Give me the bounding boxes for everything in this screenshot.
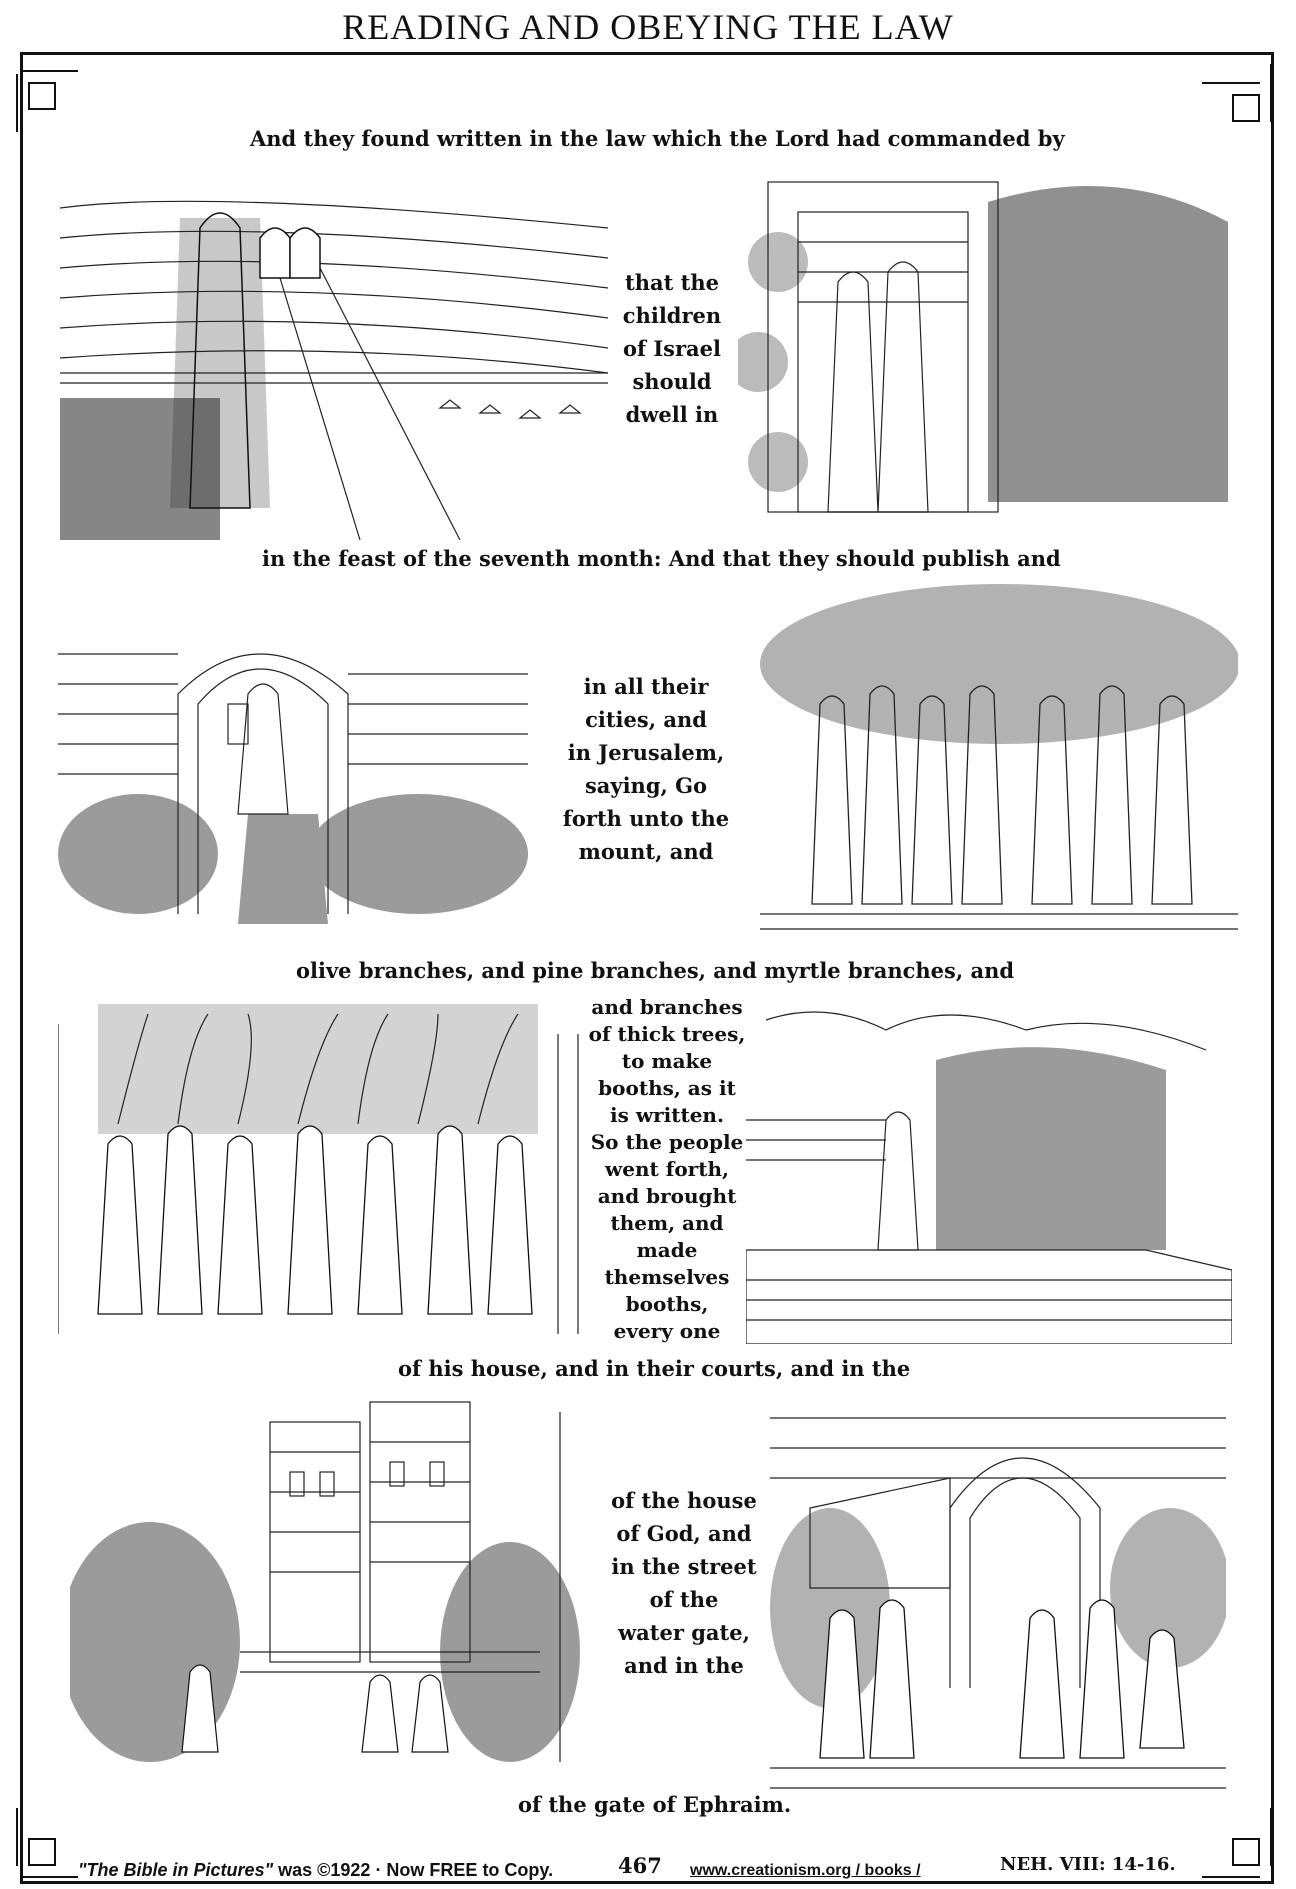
verse-line-1: And they found written in the law which the Lord had commanded by <box>250 126 1065 151</box>
verse-column-line: every one <box>613 1319 721 1343</box>
verse-column-line: and brought <box>597 1184 737 1208</box>
verse-column-line: forth unto the <box>562 806 730 831</box>
verse-column-line: water gate, <box>618 1620 750 1645</box>
illustration-palm-procession <box>58 1004 598 1342</box>
illustration-house-doorway <box>738 162 1234 538</box>
verse-column-4 <box>604 1484 764 1682</box>
illustration-rooftop-booth <box>746 1000 1232 1344</box>
illustration-proclamation-gate <box>58 614 534 938</box>
verse-column-line: made <box>636 1238 698 1262</box>
verse-column-line: of God, and <box>616 1521 752 1546</box>
illustration-moses-tablets <box>60 168 608 540</box>
verse-column-line: dwell in <box>625 402 719 427</box>
illustration-water-gate <box>770 1388 1226 1798</box>
verse-column-line: them, and <box>610 1211 724 1235</box>
verse-column-line: to make <box>621 1049 713 1073</box>
verse-column-line: of the <box>649 1587 719 1612</box>
scripture-reference: NEH. VIII: 14-16. <box>1000 1854 1176 1875</box>
illustration-people-branches <box>760 584 1238 940</box>
verse-column-line: mount, and <box>578 839 714 864</box>
verse-column-line: is written. <box>610 1103 724 1127</box>
verse-line-5: of the gate of Ephraim. <box>518 1792 792 1817</box>
verse-column-line: of thick trees, <box>588 1022 746 1046</box>
frame-corner-bottom-right <box>1232 1838 1260 1866</box>
verse-column-line: cities, and <box>585 707 707 732</box>
verse-column-line: booths, <box>625 1292 709 1316</box>
verse-column-line: of the house <box>611 1488 757 1513</box>
page-title: READING AND OBEYING THE LAW <box>342 7 954 47</box>
verse-column-line: of Israel <box>622 336 721 361</box>
frame-corner-bottom-left <box>28 1838 56 1866</box>
verse-line-4: of his house, and in their courts, and in the <box>398 1356 911 1381</box>
copyright-credit <box>78 1860 553 1881</box>
website-link[interactable]: www.creationism.org / books / <box>690 1862 921 1879</box>
verse-column-line: went forth, <box>605 1157 729 1181</box>
verse-column-line: and branches <box>591 995 743 1019</box>
verse-line-2: in the feast of the seventh month: And that they should publish and <box>262 546 1061 571</box>
verse-column-line: in Jerusalem, <box>567 740 725 765</box>
verse-column-2 <box>556 670 736 868</box>
verse-column-line: booths, as it <box>598 1076 736 1100</box>
verse-column-line: children <box>622 303 722 328</box>
verse-line-3: olive branches, and pine branches, and myrtle branches, and <box>296 958 1015 983</box>
verse-column-1 <box>612 266 732 431</box>
frame-corner-top-left <box>28 82 56 110</box>
page-number: 467 <box>618 1853 662 1878</box>
verse-column-line: themselves <box>604 1265 730 1289</box>
verse-column-line: saying, Go <box>584 773 708 798</box>
copyright-notice: was ©1922 · Now FREE to Copy. <box>273 1860 554 1880</box>
frame-corner-top-right <box>1232 94 1260 122</box>
verse-column-line: in the street <box>611 1554 757 1579</box>
verse-column-line: and in the <box>624 1653 744 1678</box>
verse-column-3 <box>588 994 746 1345</box>
verse-column-line: should <box>632 369 712 394</box>
verse-column-line: in all their <box>583 674 709 699</box>
book-title: "The Bible in Pictures" <box>78 1860 274 1880</box>
illustration-temple-towers <box>70 1392 618 1768</box>
verse-column-line: that the <box>625 270 719 295</box>
verse-column-line: So the people <box>590 1130 744 1154</box>
